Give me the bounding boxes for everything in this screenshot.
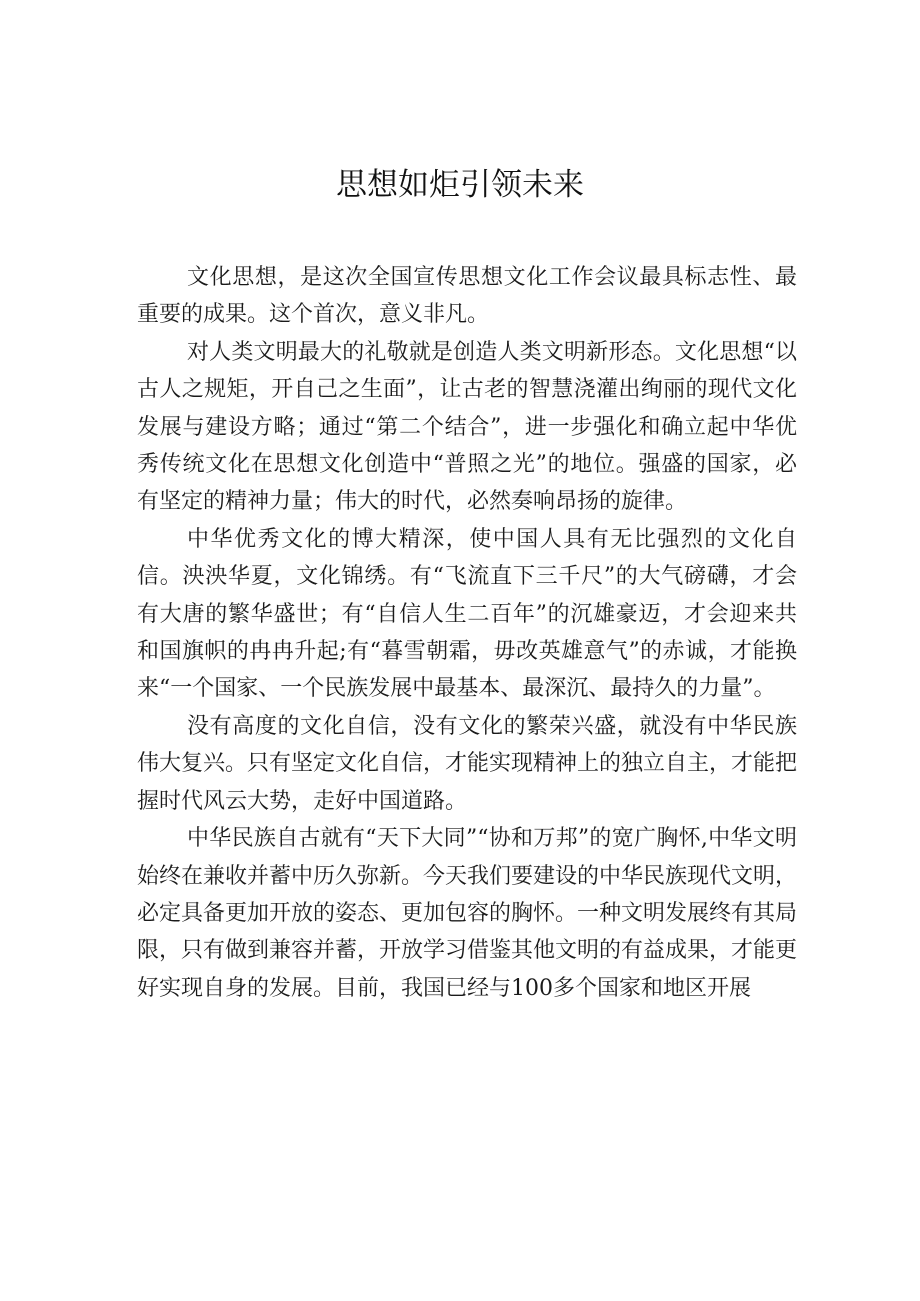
document-title: 思想如炬引领未来 [336, 167, 584, 203]
paragraph-3: 中华优秀文化的博大精深，使中国人具有无比强烈的文化自信。泱泱华夏，文化锦绣。有“飞流直下三千尺”的大气磅礴，才会有大唐的繁华盛世；有“自信人生二百年”的沉雄豪迈，才会迎来共和国旗帜的冉冉升起;有“暮雪朝霜，毋改英雄意气”的赤诚，才能换来“一个国家、一个民族发展中最基本、最深沉、最持久的力量”。 [137, 526, 797, 702]
document-body [137, 259, 797, 1007]
paragraph-5: 中华民族自古就有“天下大同”“协和万邦”的宽广胸怀,中华文明始终在兼收并蓄中历久弥新。今天我们要建设的中华民族现代文明，必定具备更加开放的姿态、更加包容的胸怀。一种文明发展终有其局限，只有做到兼容并蓄，开放学习借鉴其他文明的有益成果，才能更好实现自身的发展。目前，我国已经与100多个国家和地区开展 [137, 826, 798, 1001]
paragraph-2: 对人类文明最大的礼敬就是创造人类文明新形态。文化思想“以古人之规矩，开自己之生面”，让古老的智慧浇灌出绚丽的现代文化发展与建设方略；通过“第二个结合”，进一步强化和确立起中华优秀传统文化在思想文化创造中“普照之光”的地位。强盛的国家，必有坚定的精神力量；伟大的时代，必然奏响昂扬的旋律。 [137, 339, 797, 515]
paragraph-4: 没有高度的文化自信，没有文化的繁荣兴盛，就没有中华民族伟大复兴。只有坚定文化自信，才能实现精神上的独立自主，才能把握时代风云大势，走好中国道路。 [137, 713, 798, 814]
paragraph-1: 文化思想，是这次全国宣传思想文化工作会议最具标志性、最重要的成果。这个首次，意义非凡。 [137, 265, 797, 328]
